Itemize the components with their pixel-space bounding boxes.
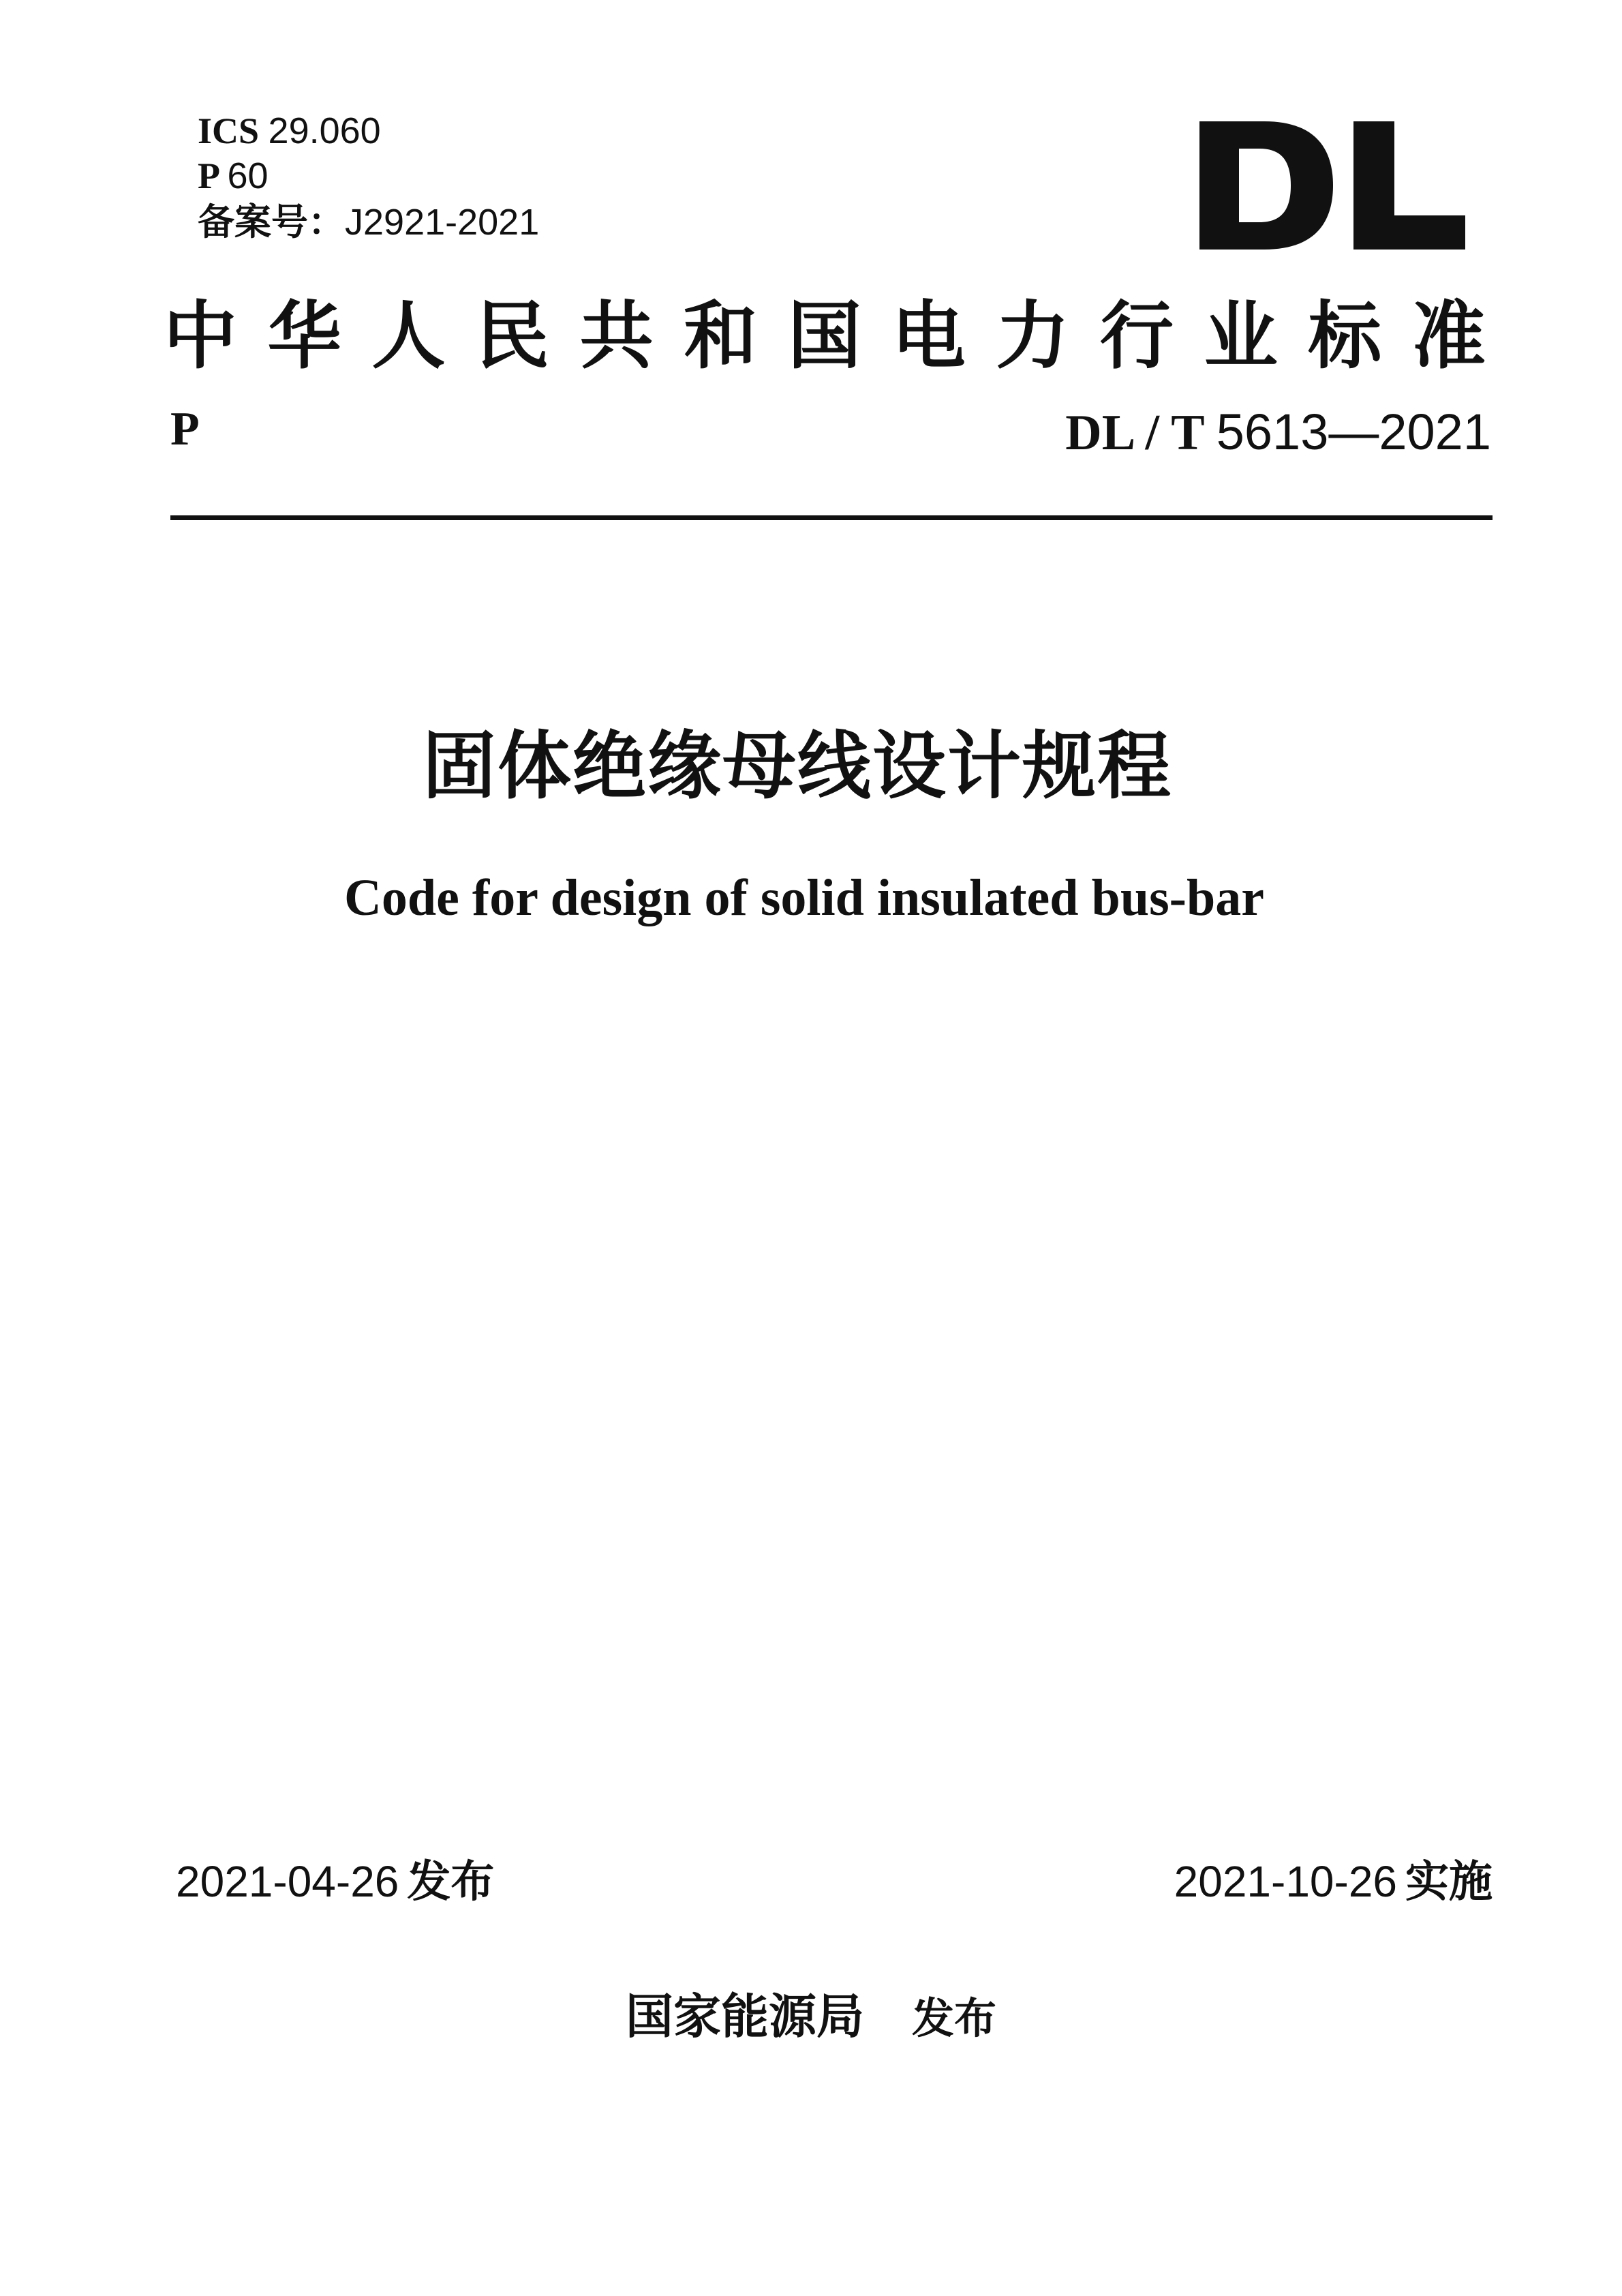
publisher	[0, 1988, 1622, 2047]
org-title-char: 国	[787, 293, 861, 379]
p-label: P	[198, 155, 219, 196]
effective-label: 实施	[1405, 1857, 1493, 1907]
org-title-char: 业	[1204, 293, 1278, 379]
publisher-label: 发布	[911, 1993, 996, 2043]
org-title-char: 标	[1308, 293, 1382, 379]
p-classification	[198, 155, 269, 196]
org-title-char: 准	[1411, 293, 1486, 379]
org-title-char: 和	[684, 293, 758, 379]
ics-classification	[198, 110, 381, 151]
ics-code: 29.060	[268, 110, 381, 151]
record-label: 备案号：	[198, 200, 345, 243]
record-number	[198, 202, 539, 243]
org-title-char: 力	[996, 293, 1070, 379]
title-chinese: 固体绝缘母线设计规程	[422, 724, 1172, 809]
dl-logo-d	[1199, 121, 1333, 250]
organization-title	[164, 292, 1486, 380]
header-divider	[170, 515, 1493, 520]
issue-date: 2021-04-26	[176, 1857, 399, 1906]
record-code: J2921-2021	[345, 202, 540, 243]
standard-number-code: 5613—2021	[1216, 404, 1491, 460]
org-title-char: 电	[891, 293, 966, 379]
publisher-name: 国家能源局	[625, 1988, 864, 2044]
org-title-char: 共	[579, 293, 654, 379]
dl-logo	[1199, 121, 1465, 250]
org-title-char: 行	[1099, 293, 1174, 379]
issue-label: 发布	[407, 1857, 495, 1907]
p-code: 60	[227, 155, 269, 196]
issue-date-block	[176, 1856, 494, 1908]
effective-date: 2021-10-26	[1174, 1857, 1397, 1906]
standard-number	[1065, 404, 1491, 462]
org-title-char: 中	[164, 293, 238, 379]
standard-number-prefix: DL / T	[1065, 405, 1204, 461]
org-title-char: 人	[371, 293, 446, 379]
effective-date-block	[1174, 1856, 1493, 1908]
title-english: Code for design of solid insulated bus-bar	[344, 869, 1264, 926]
org-title-char: 民	[475, 293, 549, 379]
ics-label: ICS	[198, 110, 260, 151]
dl-logo-l	[1353, 121, 1465, 250]
category-letter: P	[170, 403, 200, 455]
org-title-char: 华	[267, 293, 341, 379]
